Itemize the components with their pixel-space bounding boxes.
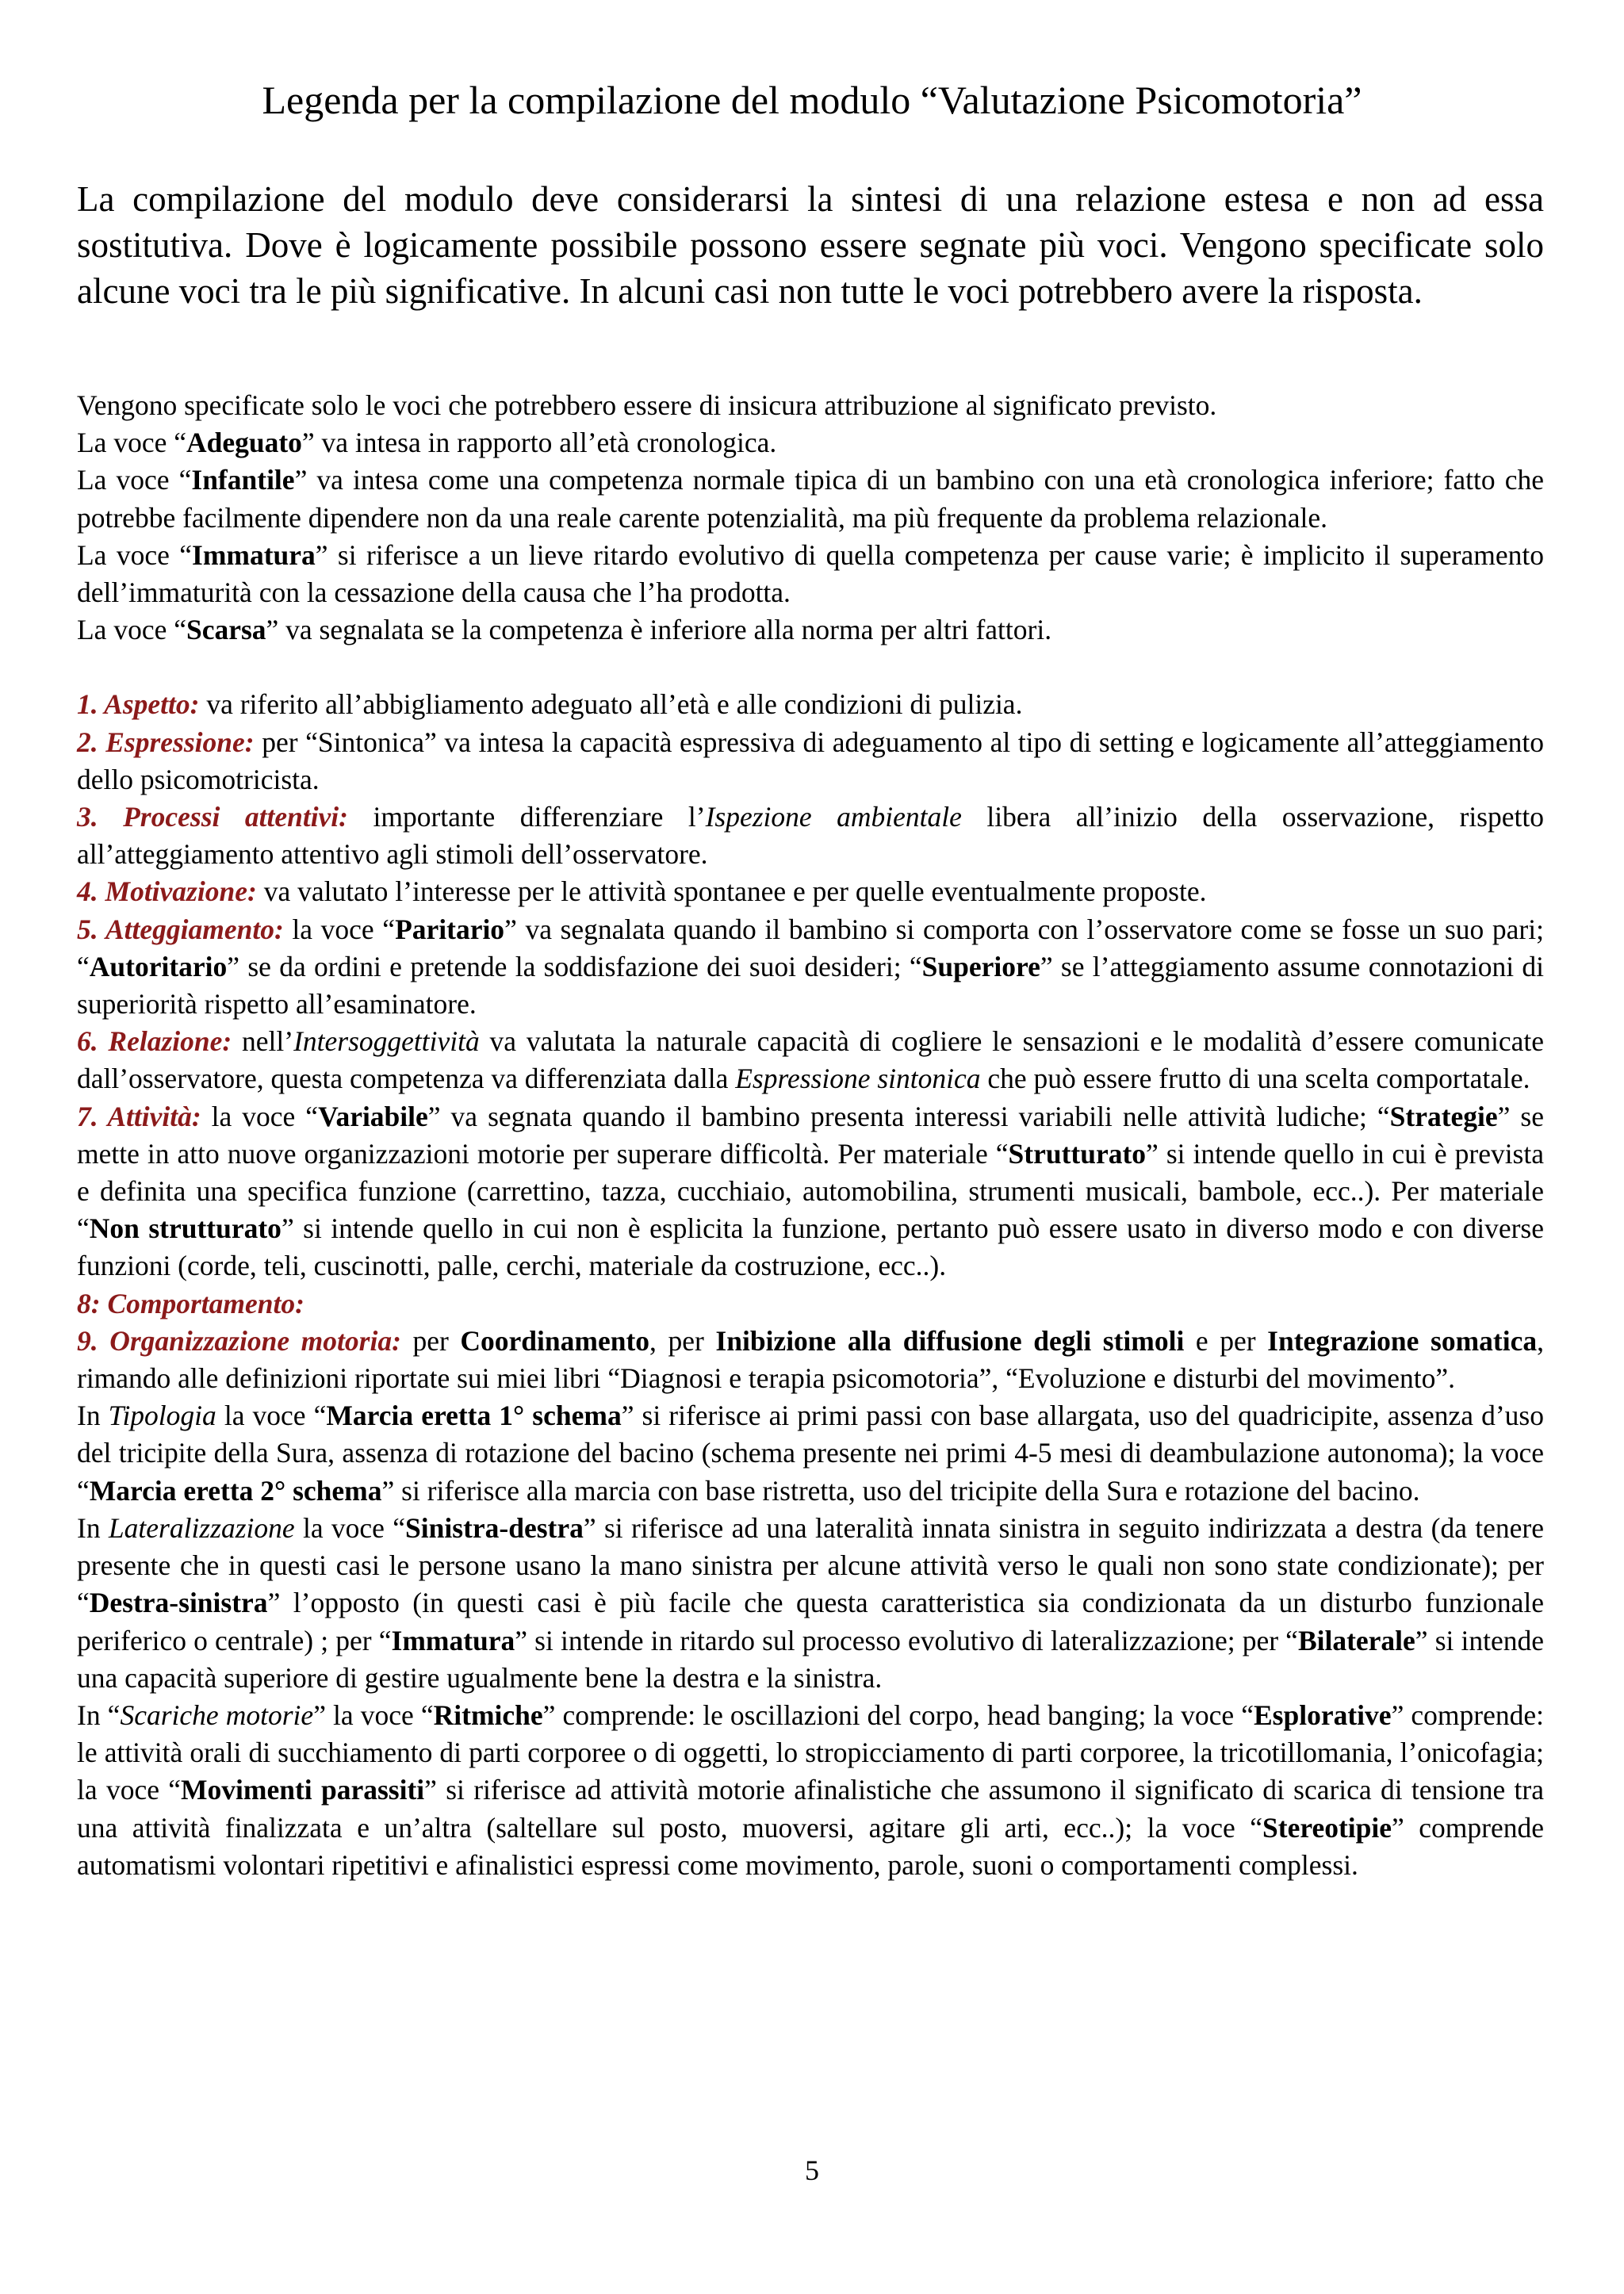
- intro-paragraph: La compilazione del modulo deve considerarsi la sintesi di una relazione estesa e non ad essa sostitutiva. Dove è logicamente possibile possono essere segnate più voci. Vengono specificate solo alcune voci tra le più significative. In alcuni casi non tutte le voci potrebbero avere la risposta.: [77, 179, 1544, 311]
- section-organizzazione-motoria: 9. Organizzazione motoria: per Coordinamento, per Inibizione alla diffusione degli stimoli e per Integrazione somatica, rimando alle definizioni riportate sui miei libri “Diagnosi e terapia psicomotoria”, “Evoluzione e disturbi del movimento”.: [77, 1324, 1544, 1395]
- subsection-scariche-motorie: In “Scariche motorie” la voce “Ritmiche” comprende: le oscillazioni del corpo, head banging; la voce “Esplorative” comprende: le attività orali di succhiamento di parti corporee o di oggetti, lo stropicciamento di parti corporee, la tricotillomania, l’onicofagia; la voce “Movimenti parassiti” si riferisce ad attività motorie afinalistiche che assumono il significato di scarica di tensione tra una attività finalizzata e un’altra (saltellare sul posto, muoversi, agitare gli arti, ecc..); la voce “Stereotipie” comprende automatismi volontari ripetitivi e afinalistici espressi come movimento, parole, suoni o comportamenti complessi.: [77, 1698, 1544, 1881]
- section-heading: 5. Atteggiamento:: [77, 913, 284, 945]
- term-infantile: Infantile: [191, 464, 295, 496]
- section-heading: 4. Motivazione:: [77, 875, 257, 908]
- page-number: 5: [805, 2154, 819, 2186]
- subsection-tipologia: In Tipologia la voce “Marcia eretta 1° schema” si riferisce ai primi passi con base allargata, uso del quadricipite, assenza d’uso del tricipite della Sura, assenza di rotazione del bacino (schema presente nei primi 4-5 mesi di deambulazione autonoma); la voce “Marcia eretta 2° schema” si riferisce alla marcia con base ristretta, uso del tricipite della Sura e rotazione del bacino.: [77, 1400, 1545, 1507]
- definition-immatura: La voce “Immatura” si riferisce a un lieve ritardo evolutivo di quella competenza per cause varie; è implicito il superamento dell’immaturità con la cessazione della causa che l’ha prodotta.: [77, 538, 1544, 609]
- section-heading: 3. Processi attentivi:: [77, 801, 348, 833]
- section-heading: 1. Aspetto:: [77, 688, 200, 721]
- section-heading: 8: Comportamento:: [77, 1287, 304, 1319]
- term-immatura: Immatura: [192, 538, 316, 571]
- general-note: Vengono specificate solo le voci che potrebbero essere di insicura attribuzione al significato previsto.: [77, 389, 1217, 421]
- section-atteggiamento: 5. Atteggiamento: la voce “Paritario” va segnalata quando il bambino si comporta con l’osservatore come se fosse un suo pari; “Autoritario” se da ordini e pretende la soddisfazione dei suoi desideri; “Superiore” se l’atteggiamento assume connotazioni di superiorità rispetto all’esaminatore.: [77, 913, 1544, 1021]
- definition-adeguato: La voce “Adeguato” va intesa in rapporto all’età cronologica.: [77, 427, 777, 459]
- spacer: [77, 649, 1544, 686]
- section-heading: 7. Attività:: [77, 1100, 201, 1132]
- section-aspetto: 1. Aspetto: va riferito all’abbigliamento adeguato all’età e alle condizioni di pulizia.: [77, 688, 1023, 721]
- definition-scarsa: La voce “Scarsa” va segnalata se la competenza è inferiore alla norma per altri fattori.: [77, 614, 1052, 646]
- term-adeguato: Adeguato: [186, 427, 302, 459]
- section-attivita: 7. Attività: la voce “Variabile” va segnata quando il bambino presenta interessi variabili nelle attività ludiche; “Strategie” se mette in atto nuove organizzazioni motorie per superare difficoltà. Per materiale “Strutturato” si intende quello in cui è prevista e definita una specifica funzione (carrettino, tazza, cucchiaio, automobilina, strumenti musicali, bambole, ecc..). Per materiale “Non strutturato” si intende quello in cui non è esplicita la funzione, pertanto può essere usato in diverso modo e con diverse funzioni (corde, teli, cuscinotti, palle, cerchi, materiale da costruzione, ecc..).: [77, 1100, 1544, 1282]
- legend-body: [77, 387, 1544, 1884]
- section-heading: 6. Relazione:: [77, 1025, 232, 1058]
- section-heading: 2. Espressione:: [77, 726, 255, 758]
- section-heading: 9. Organizzazione motoria:: [77, 1324, 401, 1357]
- section-motivazione: 4. Motivazione: va valutato l’interesse per le attività spontanee e per quelle eventualmente proposte.: [77, 875, 1207, 908]
- section-espressione: 2. Espressione: per “Sintonica” va intesa la capacità espressiva di adeguamento al tipo di setting e logicamente all’atteggiamento dello psicomotricista.: [77, 726, 1544, 795]
- term-scarsa: Scarsa: [186, 614, 266, 646]
- section-relazione: 6. Relazione: nell’Intersoggettività va valutata la naturale capacità di cogliere le sensazioni e le modalità d’essere comunicate dall’osservatore, questa competenza va differenziata dalla Espressione sintonica che può essere frutto di una scelta comportatale.: [77, 1025, 1544, 1095]
- section-processi-attentivi: 3. Processi attentivi: importante differenziare l’Ispezione ambientale libera all’inizio della osservazione, rispetto all’atteggiamento attentivo agli stimoli dell’osservatore.: [77, 801, 1544, 871]
- section-comportamento: [77, 1285, 1544, 1323]
- definition-infantile: La voce “Infantile” va intesa come una competenza normale tipica di un bambino con una età cronologica inferiore; fatto che potrebbe facilmente dipendere non da una reale carente potenzialità, ma più frequente da problema relazionale.: [77, 464, 1544, 534]
- page-title: Legenda per la compilazione del modulo “Valutazione Psicomotoria”: [262, 78, 1362, 122]
- subsection-lateralizzazione: In Lateralizzazione la voce “Sinistra-destra” si riferisce ad una lateralità innata sinistra in seguito indirizzata a destra (da tenere presente che in questi casi le persone usano la mano sinistra per alcune attività verso le quali non sono state condizionate); per “Destra-sinistra” l’opposto (in questi casi è più facile che questa caratteristica sia condizionata da un disturbo funzionale periferico o centrale) ; per “Immatura” si intende in ritardo sul processo evolutivo di lateralizzazione; per “Bilaterale” si intende una capacità superiore di gestire ugualmente bene la destra e la sinistra.: [77, 1511, 1544, 1694]
